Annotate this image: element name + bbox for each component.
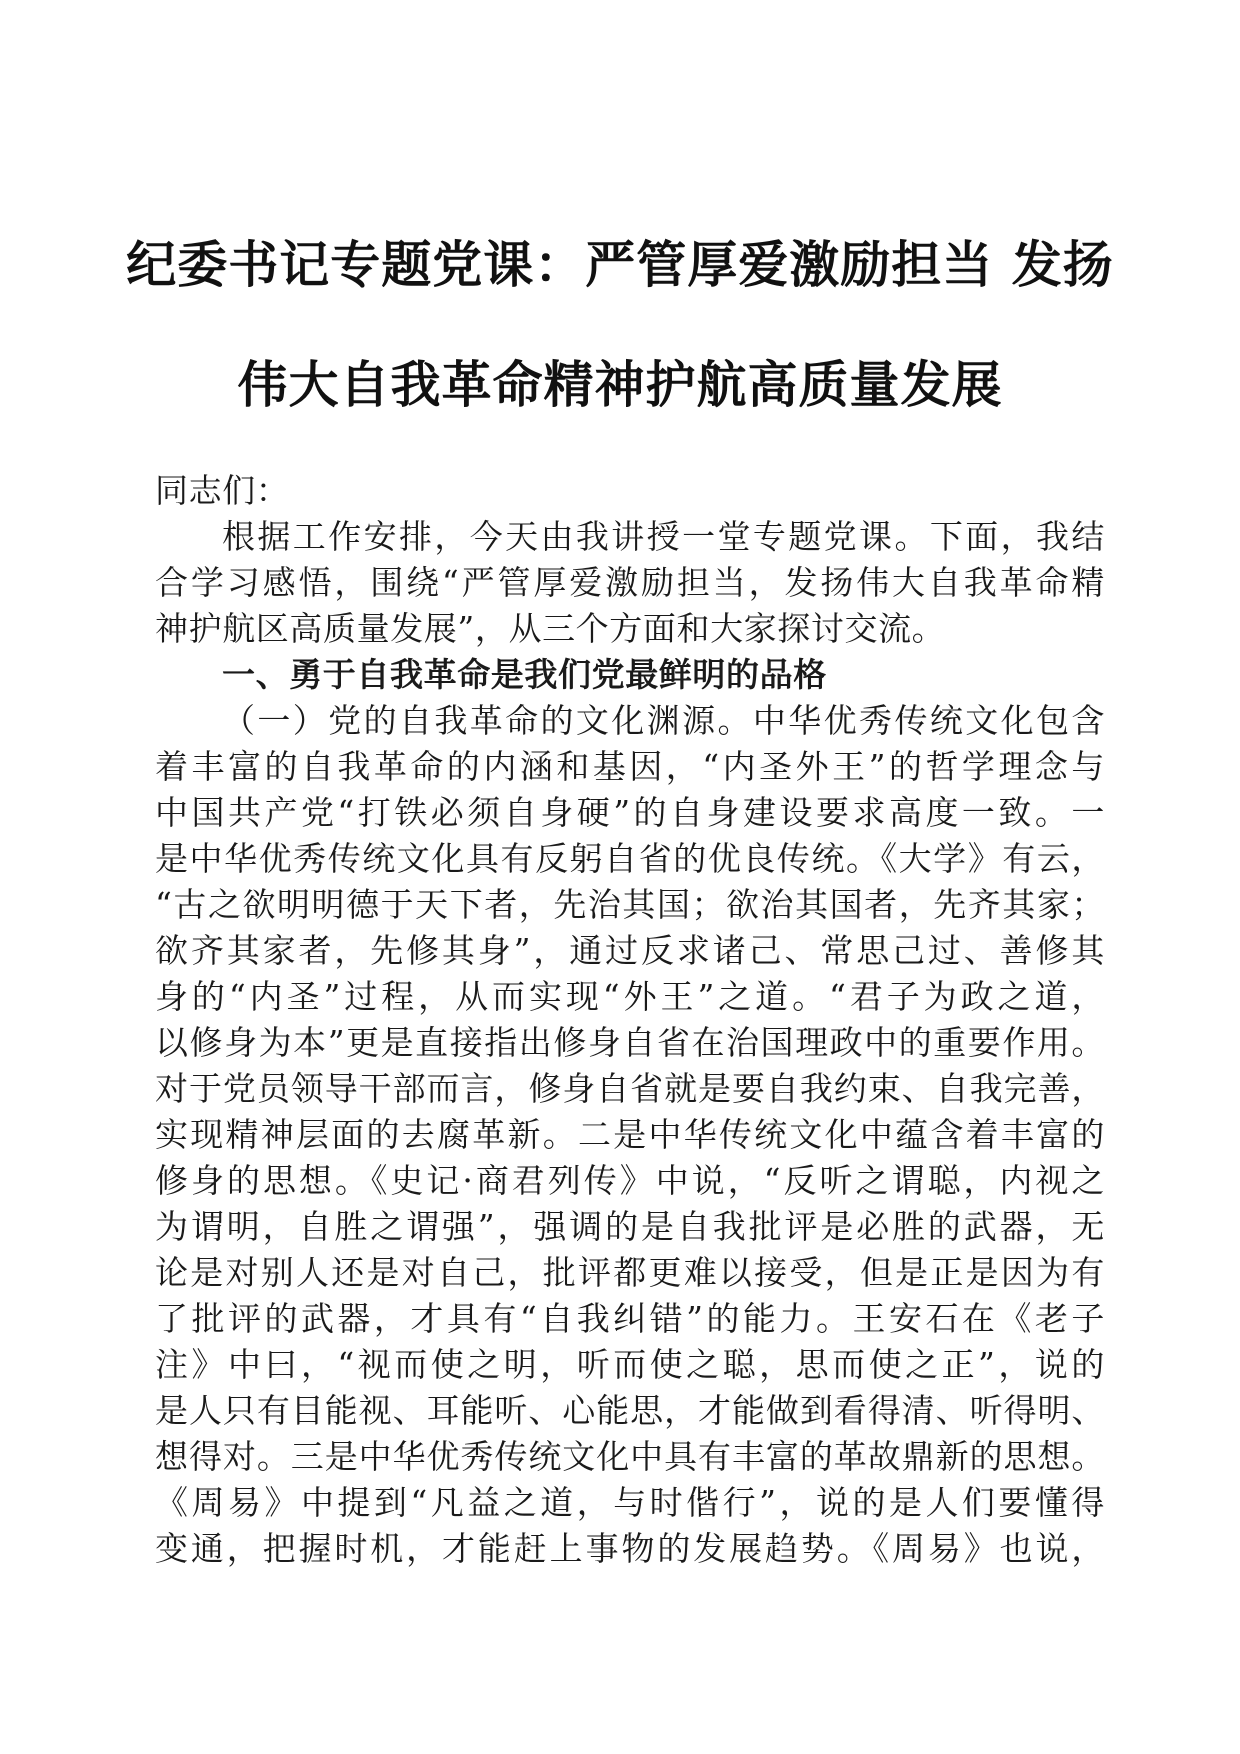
paragraph-line: 修身的思想。《史记·商君列传》中说，“反听之谓聪，内视之 xyxy=(155,1161,1105,1200)
paragraph-line: 注》中曰，“视而使之明，听而使之聪，思而使之正”，说的 xyxy=(155,1345,1105,1384)
paragraph-line: 为谓明，自胜之谓强”，强调的是自我批评是必胜的武器，无 xyxy=(155,1207,1105,1246)
paragraph-line: 想得对。三是中华优秀传统文化中具有丰富的革故鼎新的思想。 xyxy=(155,1437,1105,1476)
section-heading: 一、勇于自我革命是我们党最鲜明的品格 xyxy=(222,655,827,694)
salutation: 同志们： xyxy=(155,471,290,510)
paragraph-line: 神护航区高质量发展”，从三个方面和大家探讨交流。 xyxy=(155,609,946,648)
paragraph-line: “古之欲明明德于天下者，先治其国；欲治其国者，先齐其家； xyxy=(155,885,1105,924)
paragraph-line: 合学习感悟，围绕“严管厚爱激励担当，发扬伟大自我革命精 xyxy=(155,563,1105,602)
paragraph-line: 对于党员领导干部而言，修身自省就是要自我约束、自我完善， xyxy=(155,1069,1105,1108)
paragraph-line: 是中华优秀传统文化具有反躬自省的优良传统。《大学》有云， xyxy=(155,839,1105,878)
paragraph-line: 是人只有目能视、耳能听、心能思，才能做到看得清、听得明、 xyxy=(155,1391,1105,1430)
document-title-line-2: 伟大自我革命精神护航高质量发展 xyxy=(237,355,1003,414)
paragraph-line: 《周易》中提到“凡益之道，与时偕行”，说的是人们要懂得 xyxy=(155,1483,1105,1522)
paragraph-line: 身的“内圣”过程，从而实现“外王”之道。“君子为政之道， xyxy=(155,977,1105,1016)
paragraph-line: 了批评的武器，才具有“自我纠错”的能力。王安石在《老子 xyxy=(155,1299,1105,1338)
paragraph-line: 以修身为本”更是直接指出修身自省在治国理政中的重要作用。 xyxy=(155,1023,1105,1062)
paragraph-line: 实现精神层面的去腐革新。二是中华传统文化中蕴含着丰富的 xyxy=(155,1115,1105,1154)
paragraph-line: 根据工作安排，今天由我讲授一堂专题党课。下面，我结 xyxy=(222,517,1105,556)
paragraph-line: 欲齐其家者，先修其身”，通过反求诸己、常思己过、善修其 xyxy=(155,931,1105,970)
paragraph-line: 变通，把握时机，才能赶上事物的发展趋势。《周易》也说， xyxy=(155,1529,1105,1568)
paragraph-line: 中国共产党“打铁必须自身硬”的自身建设要求高度一致。一 xyxy=(155,793,1105,832)
paragraph-line: （一）党的自我革命的文化渊源。中华优秀传统文化包含 xyxy=(222,701,1105,740)
paragraph-line: 着丰富的自我革命的内涵和基因，“内圣外王”的哲学理念与 xyxy=(155,747,1105,786)
paragraph-line: 论是对别人还是对自己，批评都更难以接受，但是正是因为有 xyxy=(155,1253,1105,1292)
document-title-line-1: 纪委书记专题党课：严管厚爱激励担当 发扬 xyxy=(126,235,1114,294)
